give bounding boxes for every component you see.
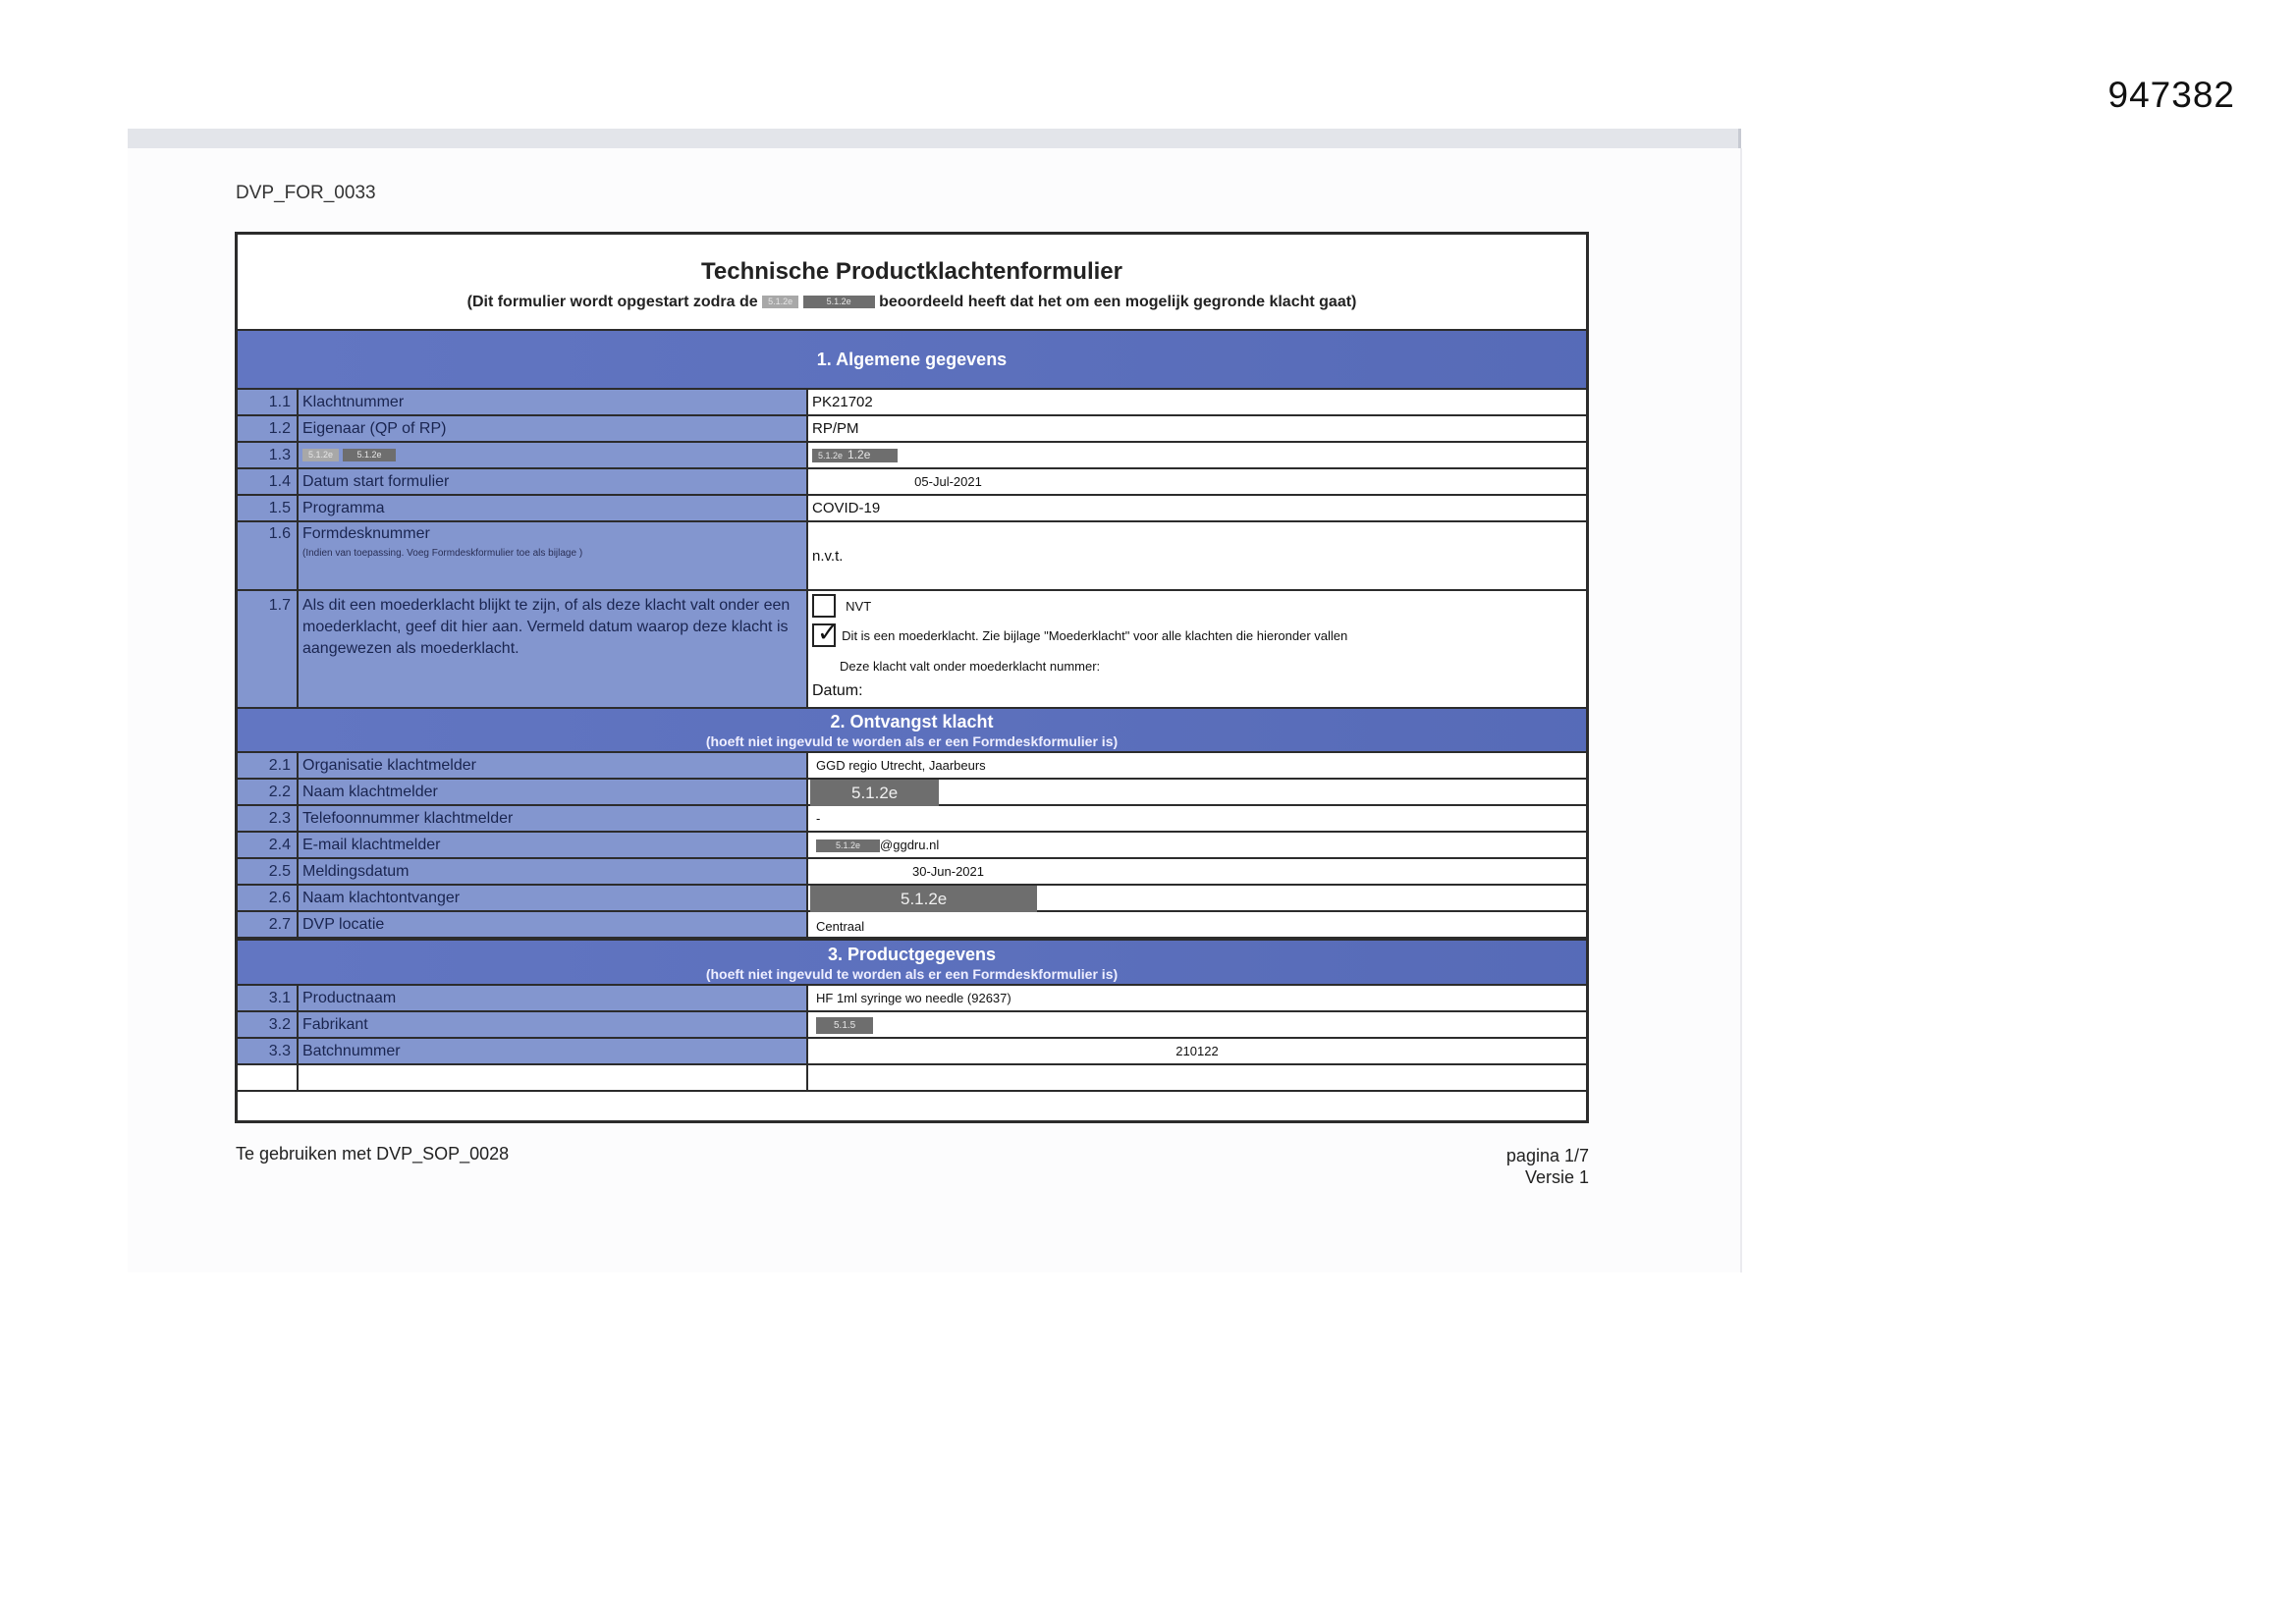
row-value [808,469,1586,494]
nvt-checkbox[interactable] [812,594,836,618]
row-number: 2.1 [238,753,299,778]
nvt-label: NVT [846,598,872,614]
row-label: Productnaam [299,986,808,1010]
eigenaar-value: RP/PM [808,416,1586,441]
redaction: 5.1.2e [762,296,798,308]
table-row-3-1 [238,986,1586,1012]
row-label: Als dit een moederklacht blijkt te zijn, of als deze klacht valt onder een moederklacht, geef dit hier aan. Vermeld datum waarop deze klacht is aangewezen als moederklacht. [299,591,808,707]
row-number: 3.2 [238,1012,299,1037]
section-3-subtitle: (hoeft niet ingevuld te worden als er een Formdeskformulier is) [705,966,1119,982]
footer-page-info [1453,1145,1589,1188]
moederklacht-checkbox[interactable] [812,618,839,647]
row-number: 2.7 [238,912,299,937]
row-number: 1.7 [238,591,299,707]
table-row-2-6 [238,886,1586,912]
table-row-3-3 [238,1039,1586,1065]
row-label: Naam klachtmelder [299,780,808,804]
redaction: 5.1.2e [810,780,939,807]
checkmark-icon: ✓ [817,618,839,647]
row-label: Naam klachtontvanger [299,886,808,910]
version: Versie 1 [1524,1167,1589,1187]
moederklacht-label: Dit is een moederklacht. Zie bijlage "Moederklacht" voor alle klachten die hieronder vallen [842,627,1348,643]
section-1-title: 1. Algemene gegevens [816,350,1008,369]
row-value [808,886,1586,910]
table-row-2-7 [238,912,1586,939]
row-label: Klachtnummer [299,390,808,414]
complaint-form [235,232,1589,1123]
row-number: 3.1 [238,986,299,1010]
datum-start-value: 05-Jul-2021 [914,474,982,489]
row-number: 1.5 [238,496,299,520]
row-label: Programma [299,496,808,520]
option-nvt[interactable] [812,594,1586,622]
batchnummer-value: 210122 [808,1039,1586,1063]
redaction: 5.1.2e [816,839,880,852]
table-row-1-6 [238,522,1586,591]
table-row-1-5 [238,496,1586,522]
table-row-2-1 [238,753,1586,780]
table-row-1-1 [238,390,1586,416]
sub-moederklacht-text: Deze klacht valt onder moederklacht nummer: [840,659,1101,674]
row-label-text: Formdesknummer [302,525,430,542]
option-moederklacht[interactable] [812,618,1586,655]
meldingsdatum-value: 30-Jun-2021 [912,864,984,879]
form-subtitle [238,294,1586,311]
row-label: Meldingsdatum [299,859,808,884]
row-label [299,1065,808,1090]
section-2-subtitle: (hoeft niet ingevuld te worden als er een Formdeskformulier is) [705,733,1119,749]
row-value [808,833,1586,857]
redaction: 5.1.5 [816,1017,873,1034]
row-number: 2.5 [238,859,299,884]
table-row-1-7 [238,591,1586,709]
row-label: Datum start formulier [299,469,808,494]
row-number: 3.3 [238,1039,299,1063]
table-row-2-4 [238,833,1586,859]
page-number: pagina 1/7 [1505,1146,1589,1165]
document-number: 947382 [2107,75,2235,115]
row-value [808,859,1586,884]
table-row-3-2 [238,1012,1586,1039]
email-domain: @ggdru.nl [880,838,940,852]
redaction-code: 5.1.2e [818,451,844,461]
section-3-title: 3. Productgegevens [827,945,997,964]
form-title: Technische Productklachtenformulier [701,258,1122,285]
row-number: 2.4 [238,833,299,857]
row-label: Telefoonnummer klachtmelder [299,806,808,831]
footer-sop-reference: Te gebruiken met DVP_SOP_0028 [236,1144,510,1164]
row-value [808,1065,1586,1090]
row-number: 1.6 [238,522,299,589]
row-label: Fabrikant [299,1012,808,1037]
section-2-title: 2. Ontvangst klacht [830,712,994,731]
row-label [299,443,808,467]
datum-label: Datum: [812,682,863,699]
table-row-2-2 [238,780,1586,806]
subtitle-after: beoordeeld heeft dat het om een mogelijk gegronde klacht gaat) [879,294,1357,310]
row-number: 1.4 [238,469,299,494]
productnaam-value: HF 1ml syringe wo needle (92637) [808,986,1586,1010]
table-row-2-3 [238,806,1586,833]
row-label-note: (Indien van toepassing. Voeg Formdeskformulier toe als bijlage ) [302,548,583,559]
redaction-code: 1.2e [847,448,871,462]
redaction: 5.1.2e [343,449,395,461]
row-label: E-mail klachtmelder [299,833,808,857]
table-row-empty [238,1065,1586,1092]
row-label: Batchnummer [299,1039,808,1063]
row-label: Organisatie klachtmelder [299,753,808,778]
row-number: 1.2 [238,416,299,441]
redaction: 5.1.2e [810,886,1037,913]
row-number [238,1065,299,1090]
moederklacht-options [808,591,1586,707]
section-2-header [238,707,1586,753]
telefoon-value: - [808,806,1586,831]
row-value [808,443,1586,467]
section-3-header [238,939,1586,986]
section-1-header [238,329,1586,390]
row-number: 2.6 [238,886,299,910]
form-code: DVP_FOR_0033 [236,183,376,203]
row-number: 1.1 [238,390,299,414]
redaction [812,449,898,462]
redaction: 5.1.2e [302,449,339,461]
row-number: 2.2 [238,780,299,804]
programma-value: COVID-19 [808,496,1586,520]
klachtnummer-value: PK21702 [808,390,1586,414]
scan-edge [128,129,1741,148]
dvp-locatie-value: Centraal [808,912,1586,937]
subtitle-before: (Dit formulier wordt opgestart zodra de [466,294,758,310]
row-number: 1.3 [238,443,299,467]
table-row-1-3 [238,443,1586,469]
redaction: 5.1.2e [803,296,875,308]
row-label [299,522,808,589]
row-number: 2.3 [238,806,299,831]
table-row-1-2 [238,416,1586,443]
row-value [808,780,1586,804]
table-row-2-5 [238,859,1586,886]
organisatie-value: GGD regio Utrecht, Jaarbeurs [808,753,1586,778]
table-row-1-4 [238,469,1586,496]
row-value [808,1012,1586,1037]
row-label: DVP locatie [299,912,808,937]
formdesknummer-value: n.v.t. [808,522,1586,589]
row-label: Eigenaar (QP of RP) [299,416,808,441]
